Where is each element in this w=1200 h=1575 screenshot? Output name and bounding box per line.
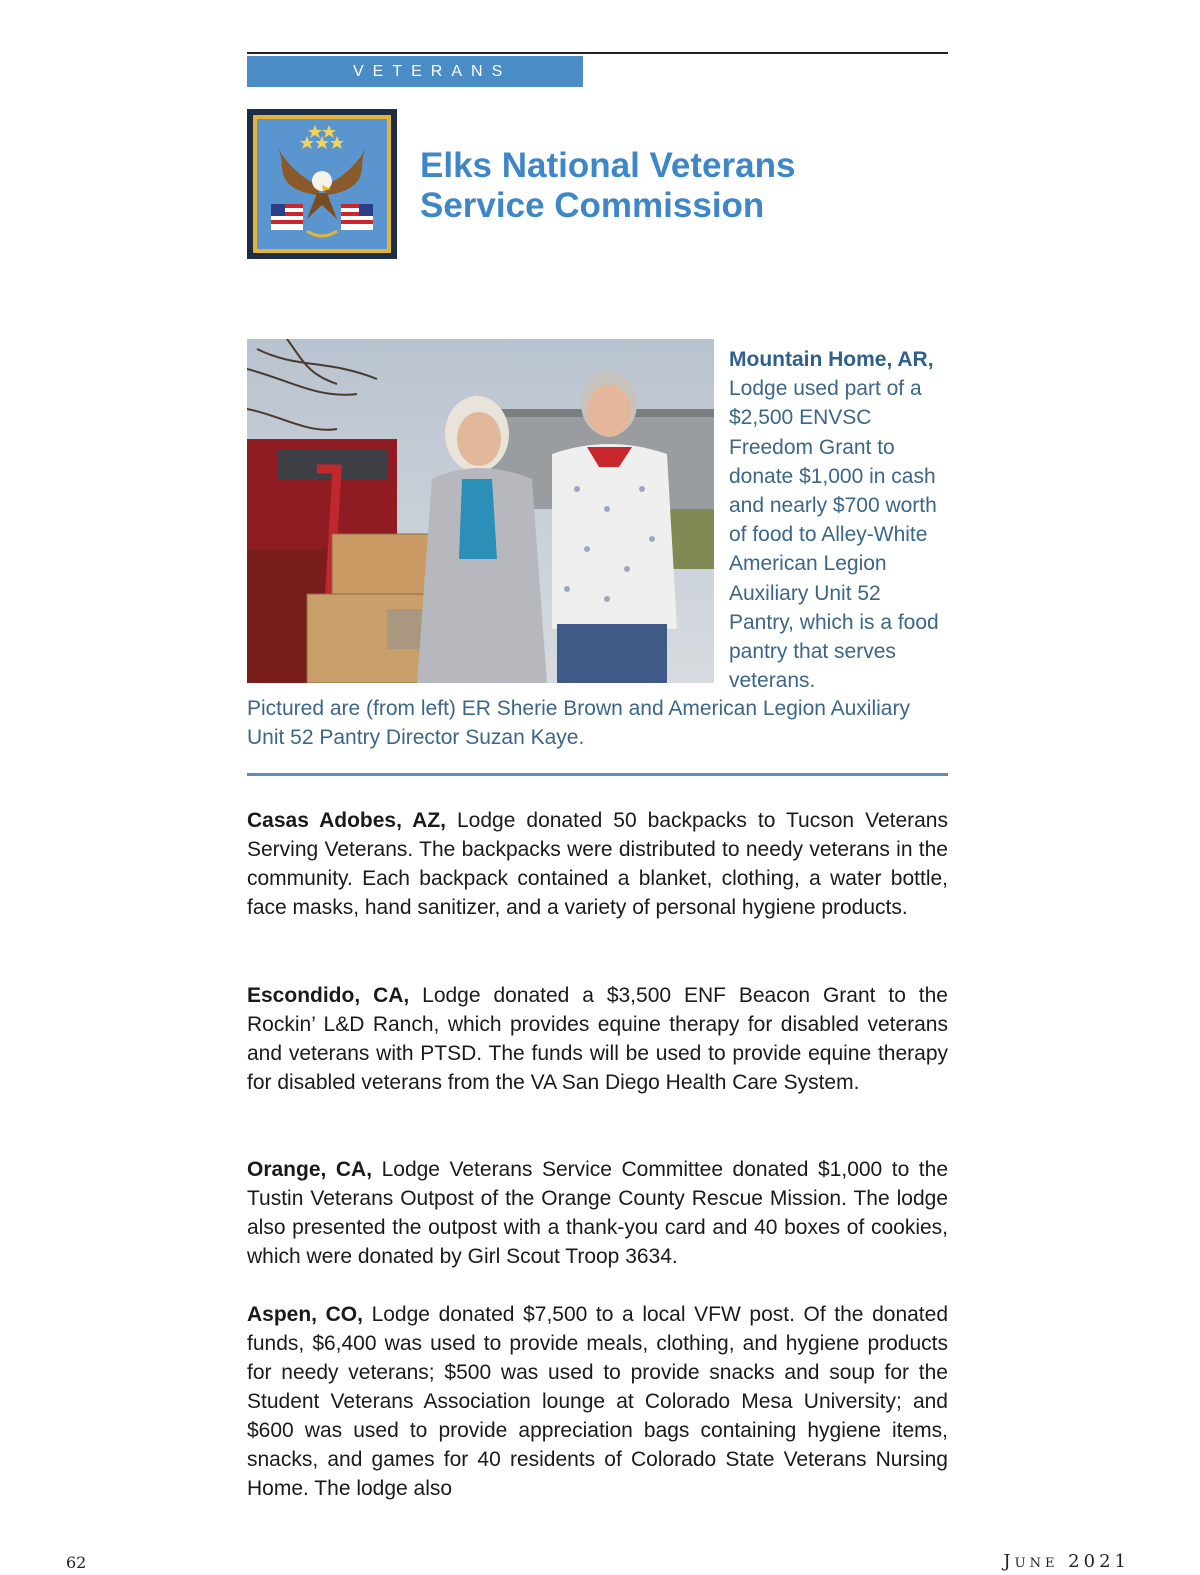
title-line-1: Elks National Veterans bbox=[420, 146, 796, 185]
article-lodge-name: Escondido, CA, bbox=[247, 984, 410, 1007]
section-divider bbox=[247, 773, 948, 776]
issue-date: June 2021 bbox=[1003, 1551, 1130, 1572]
article-orange bbox=[247, 1155, 948, 1271]
article-casas-adobes bbox=[247, 806, 948, 922]
article-lodge-name: Casas Adobes, AZ, bbox=[247, 809, 446, 832]
top-rule bbox=[247, 52, 948, 54]
article-escondido bbox=[247, 981, 948, 1097]
envsc-eagle-logo bbox=[247, 109, 397, 259]
article-text: Lodge donated a $3,500 ENF Beacon Grant to the Rockin’ L&D Ranch, which provides equine therapy for disabled veterans and veterans with PTSD. The funds will be used to provide equine therapy for disabled veterans from the VA San Diego Health Care System. bbox=[247, 984, 948, 1094]
article-text: Lodge donated $7,500 to a local VFW post. Of the donated funds, $6,400 was used to provide meals, clothing, and hygiene products for needy veterans; $500 was used to provide snacks and soup for the Student Veterans Association lounge at Colorado Mesa University; and $600 was used to provide appreciation bags containing hygiene items, snacks, and games for 40 residents of Colorado State Veterans Nursing Home. The lodge also bbox=[247, 1303, 948, 1500]
title-line-2: Service Commission bbox=[420, 186, 765, 225]
article-lodge-name: Orange, CA, bbox=[247, 1158, 373, 1181]
caption-lodge-name: Mountain Home, AR, bbox=[729, 348, 934, 371]
section-tab: VETERANS bbox=[247, 56, 583, 87]
article-aspen bbox=[247, 1300, 948, 1503]
page-title bbox=[420, 146, 940, 226]
photo-caption-continued: Pictured are (from left) ER Sherie Brown and American Legion Auxiliary Unit 52 Pantry Director Suzan Kaye. bbox=[247, 697, 910, 750]
page-number: 62 bbox=[66, 1553, 87, 1572]
caption-text: Lodge used part of a $2,500 ENVSC Freedom Grant to donate $1,000 in cash and nearly $700 worth of food to Alley-White American Legion Auxiliary Unit 52 Pantry, which is a food pantry that serves veterans. bbox=[729, 377, 939, 693]
lodge-donation-photo bbox=[247, 339, 714, 683]
photo-caption bbox=[729, 345, 951, 695]
article-text: Lodge donated 50 backpacks to Tucson Veterans Serving Veterans. The backpacks were distributed to needy veterans in the community. Each backpack contained a blanket, clothing, a water bottle, face masks, hand sanitizer, and a variety of personal hygiene products. bbox=[247, 809, 948, 919]
article-text: Lodge Veterans Service Committee donated $1,000 to the Tustin Veterans Outpost of the Orange County Rescue Mission. The lodge also presented the outpost with a thank-you card and 40 boxes of cookies, which were donated by Girl Scout Troop 3634. bbox=[247, 1158, 949, 1268]
article-lodge-name: Aspen, CO, bbox=[247, 1303, 363, 1326]
